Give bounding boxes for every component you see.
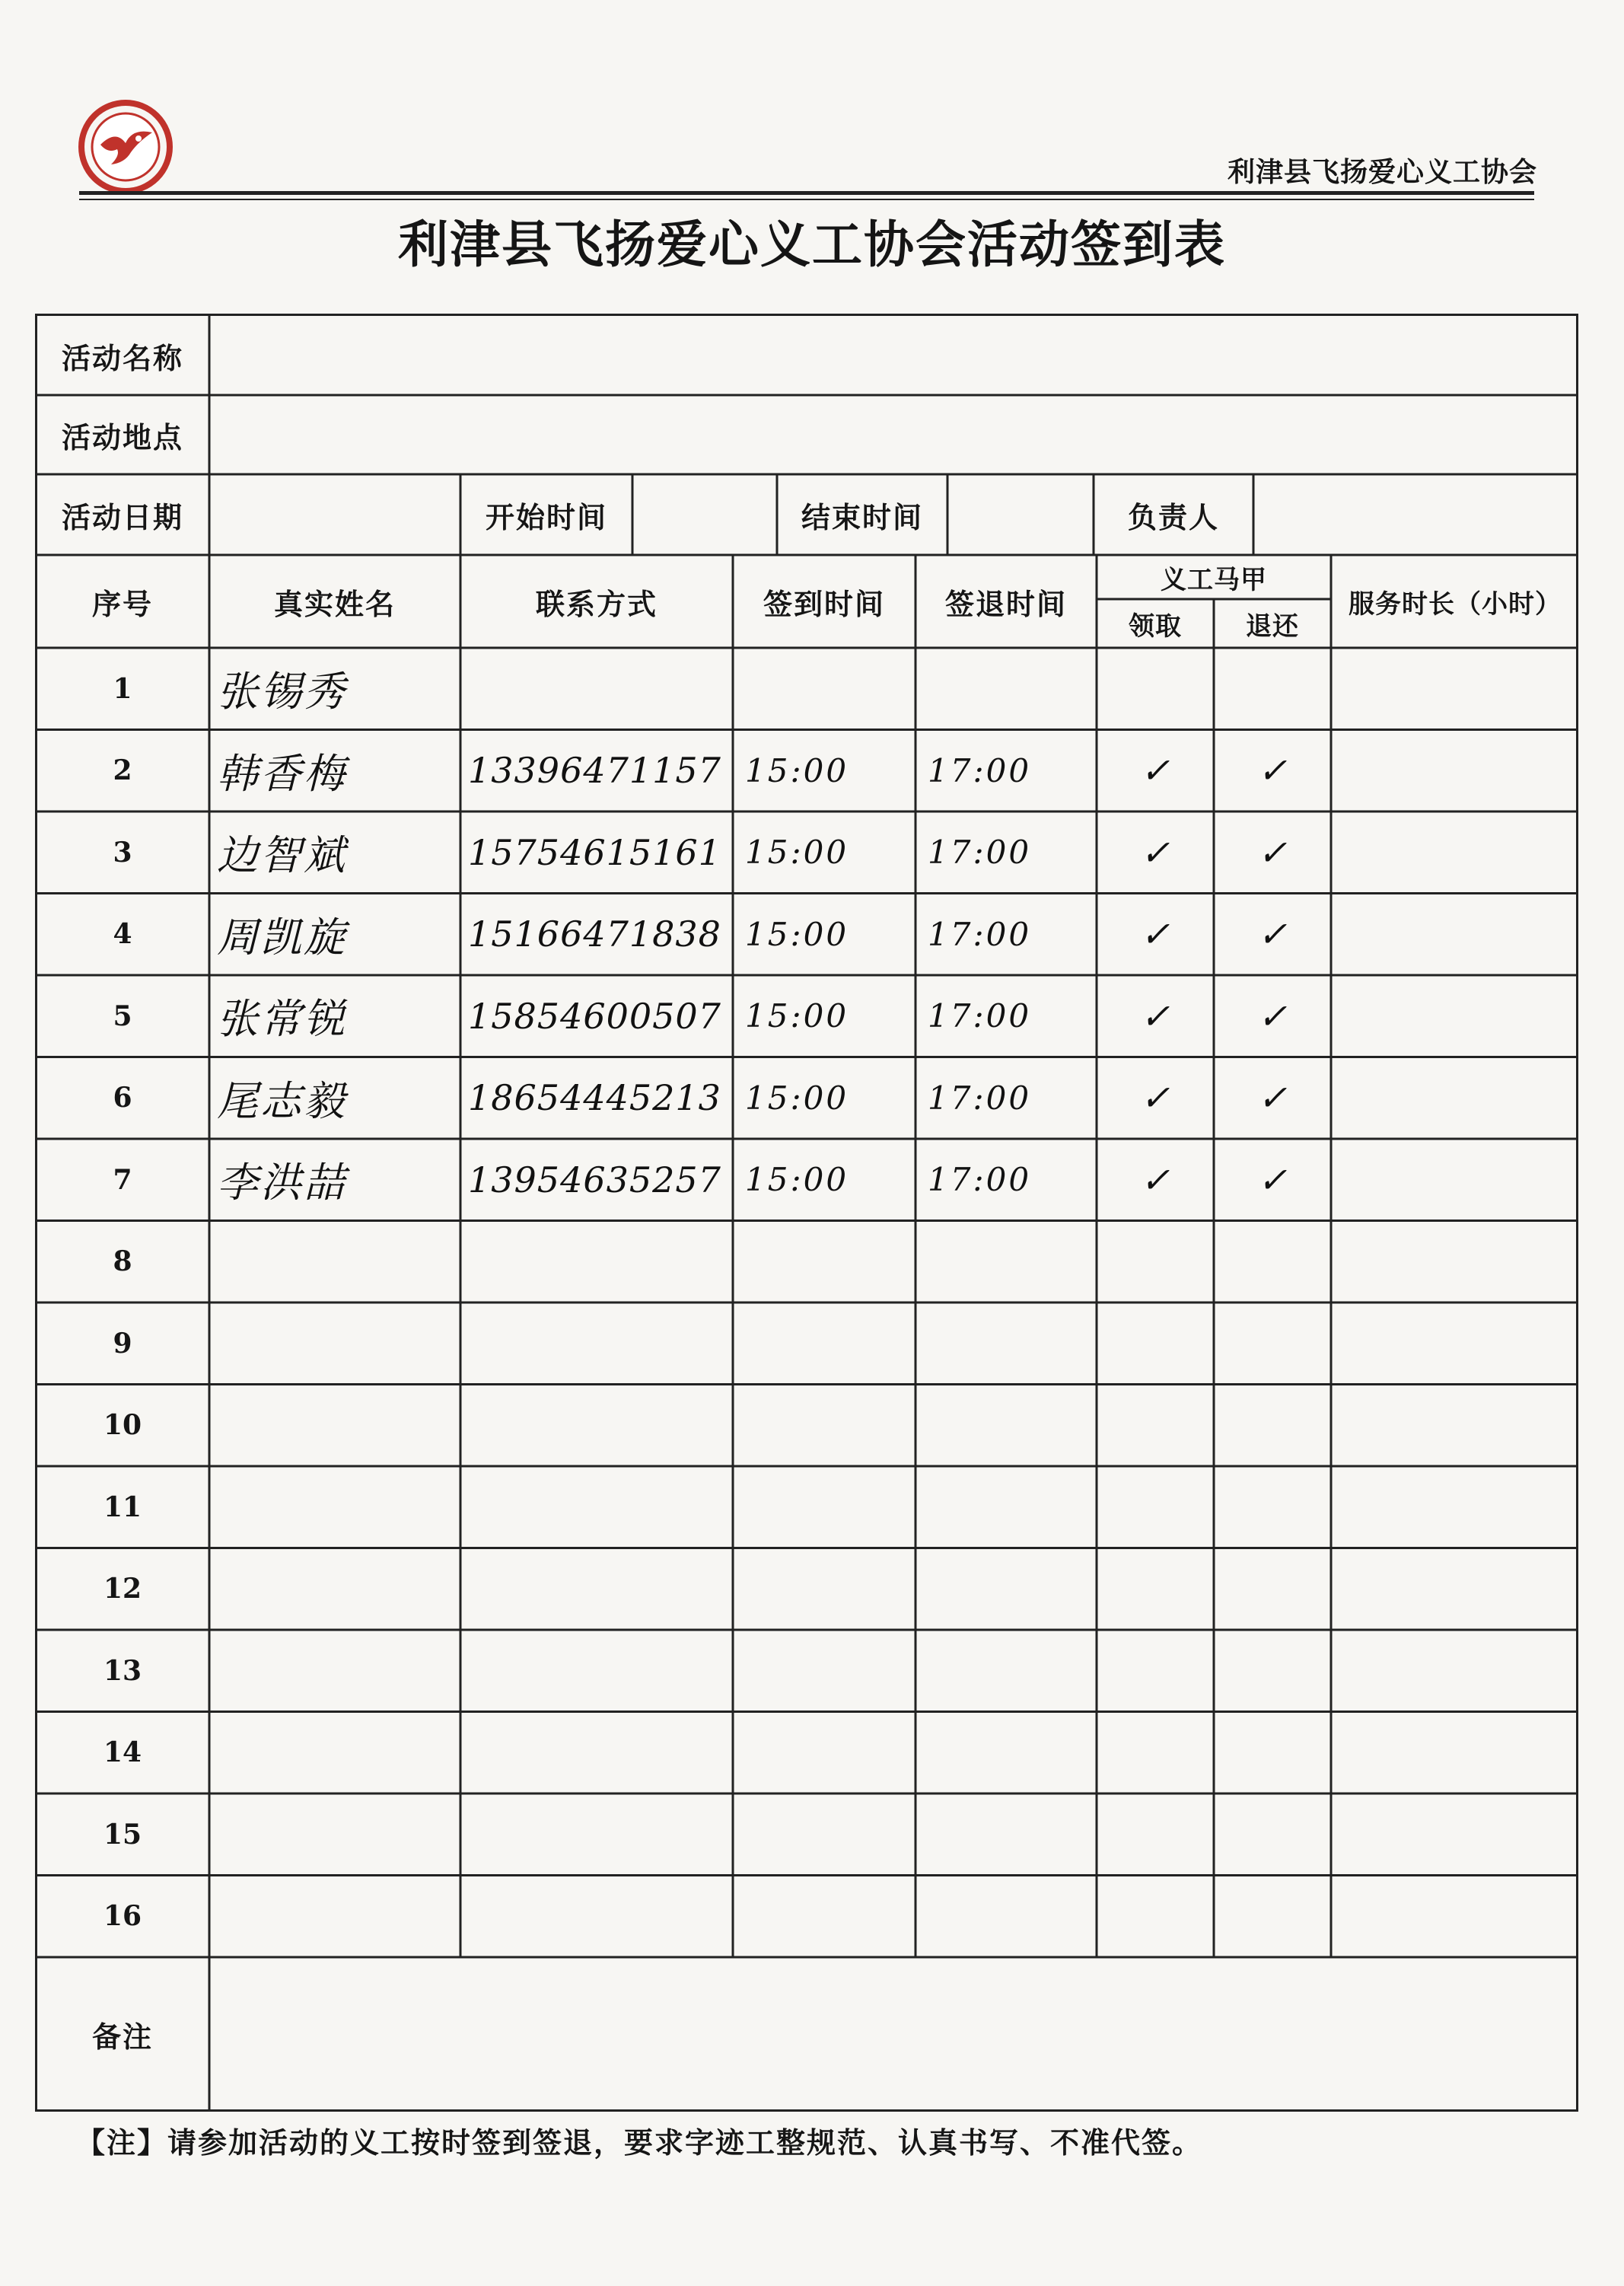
service-hours-field[interactable] [1331,811,1579,894]
volunteer-name[interactable] [217,1630,457,1712]
service-hours-field[interactable] [1331,1630,1579,1712]
vest-received-check[interactable] [1097,1221,1214,1303]
row-number: 14 [103,1736,142,1769]
vest-received-check[interactable]: ✓ [1140,750,1170,792]
sign-in-time[interactable] [745,1876,914,1958]
organization-header: 利津县飞扬爱心义工协会 [1227,157,1537,188]
sign-out-time[interactable]: 17:00 [928,915,1032,953]
sign-in-table [35,314,1578,2112]
service-hours-field[interactable] [1331,1221,1579,1303]
vest-returned-check[interactable] [1214,1712,1331,1794]
vest-returned-check[interactable]: ✓ [1257,1077,1288,1119]
service-hours-field[interactable] [1331,1548,1579,1631]
row-number: 15 [103,1818,142,1851]
row-number: 7 [113,1163,132,1196]
col-vest-return-header: 退还 [1246,611,1299,642]
association-logo [78,99,174,195]
sign-out-time[interactable]: 17:00 [928,1079,1032,1117]
vest-received-check[interactable]: ✓ [1140,995,1170,1037]
contact-phone[interactable]: 13396471157 [468,750,721,792]
contact-phone[interactable]: 15754615161 [468,831,721,873]
volunteer-name[interactable]: 尾志毅 [217,1076,347,1125]
header-rule-thick [79,191,1534,195]
vest-received-check[interactable] [1097,1712,1214,1794]
vest-received-check[interactable]: ✓ [1140,831,1170,873]
vest-returned-check[interactable] [1214,1221,1331,1303]
activity-location-field[interactable] [209,395,1579,474]
contact-phone[interactable]: 15166471838 [468,913,721,955]
sign-in-time[interactable] [745,1221,914,1303]
end-time-label: 结束时间 [801,500,923,534]
contact-phone[interactable] [468,1466,731,1548]
remarks-field[interactable] [209,1957,1579,2112]
sign-out-time[interactable]: 17:00 [928,834,1032,872]
contact-phone[interactable] [468,1876,731,1958]
sign-out-time[interactable] [928,1466,1095,1548]
start-time-label: 开始时间 [485,500,607,534]
row-number: 16 [103,1900,142,1933]
vest-returned-check[interactable]: ✓ [1257,995,1288,1037]
vest-received-check[interactable] [1097,1385,1214,1467]
vest-received-check[interactable] [1097,1876,1214,1958]
sign-in-time[interactable]: 15:00 [745,1161,849,1199]
service-hours-field[interactable] [1331,730,1579,812]
row-number: 9 [113,1327,132,1360]
service-hours-field[interactable] [1331,1466,1579,1548]
service-hours-field[interactable] [1331,1057,1579,1140]
sign-in-time[interactable]: 15:00 [745,751,849,789]
contact-phone[interactable]: 15854600507 [468,995,721,1037]
activity-date-field[interactable] [209,474,460,555]
volunteer-name[interactable] [217,1712,457,1794]
vest-received-check[interactable] [1097,1466,1214,1548]
volunteer-name[interactable]: 边智斌 [217,831,347,880]
row-number: 6 [113,1082,132,1114]
sign-out-time[interactable] [928,1876,1095,1958]
vest-returned-check[interactable] [1214,1630,1331,1712]
service-hours-field[interactable] [1331,975,1579,1057]
sign-out-time[interactable] [928,1221,1095,1303]
sign-out-time[interactable] [928,648,1095,730]
sign-out-time[interactable]: 17:00 [928,751,1032,789]
sign-in-time[interactable] [745,1793,914,1876]
end-time-field[interactable] [947,474,1094,555]
vest-returned-check[interactable]: ✓ [1257,750,1288,792]
contact-phone[interactable] [468,1793,731,1876]
row-number: 1 [113,672,132,705]
volunteer-name[interactable] [217,1793,457,1876]
sign-in-time[interactable] [745,1630,914,1712]
service-hours-field[interactable] [1331,1302,1579,1385]
volunteer-name[interactable] [217,1876,457,1958]
row-number: 12 [103,1573,142,1605]
sign-out-time[interactable] [928,1712,1095,1794]
vest-received-check[interactable] [1097,648,1214,730]
col-sign-out-header: 签退时间 [944,587,1067,621]
sign-in-time[interactable] [745,1466,914,1548]
row-number: 13 [103,1654,142,1687]
sign-out-time[interactable]: 17:00 [928,997,1032,1035]
vest-received-check[interactable]: ✓ [1140,913,1170,955]
contact-phone[interactable]: 18654445213 [468,1077,721,1119]
person-in-charge-label: 负责人 [1127,500,1219,534]
volunteer-name[interactable]: 张锡秀 [217,668,347,716]
activity-name-field[interactable] [209,316,1579,395]
vest-received-check[interactable] [1097,1302,1214,1385]
vest-returned-check[interactable]: ✓ [1257,831,1288,873]
vest-returned-check[interactable] [1214,1876,1331,1958]
volunteer-name[interactable] [217,1466,457,1548]
row-number: 3 [113,836,132,869]
row-number: 8 [113,1245,132,1278]
col-service-hours-header: 服务时长（小时） [1349,588,1562,620]
service-hours-field[interactable] [1331,1793,1579,1876]
vest-returned-check[interactable] [1214,1466,1331,1548]
service-hours-field[interactable] [1331,1712,1579,1794]
service-hours-field[interactable] [1331,1139,1579,1221]
footnote: 【注】请参加活动的义工按时签到签退，要求字迹工整规范、认真书写、不准代签。 [76,2126,1203,2160]
vest-received-check[interactable]: ✓ [1140,1159,1170,1200]
contact-phone[interactable] [468,1302,731,1385]
sign-in-time[interactable] [745,1385,914,1467]
service-hours-field[interactable] [1331,1385,1579,1467]
sign-in-time[interactable] [745,1548,914,1631]
page-title: 利津县飞扬爱心义工协会活动签到表 [398,215,1226,274]
row-number: 4 [113,918,132,951]
contact-phone[interactable] [468,1221,731,1303]
vest-returned-check[interactable] [1214,1548,1331,1631]
col-contact-header: 联系方式 [535,587,658,621]
contact-phone[interactable] [468,1385,731,1467]
row-number: 5 [113,1000,132,1032]
activity-date-label: 活动日期 [61,500,183,534]
volunteer-name[interactable]: 韩香梅 [217,749,347,798]
sign-in-time[interactable] [745,648,914,730]
col-vest-receive-header: 领取 [1129,611,1182,642]
service-hours-field[interactable] [1331,648,1579,730]
contact-phone[interactable]: 13954635257 [468,1159,721,1200]
col-name-header: 真实姓名 [273,587,396,621]
sign-in-time[interactable] [745,1302,914,1385]
vest-returned-check[interactable]: ✓ [1257,1159,1288,1200]
sign-out-time[interactable] [928,1302,1095,1385]
sign-out-time[interactable] [928,1385,1095,1467]
contact-phone[interactable] [468,1630,731,1712]
service-hours-field[interactable] [1331,894,1579,976]
vest-returned-check[interactable] [1214,1793,1331,1876]
sign-in-time[interactable]: 15:00 [745,1079,849,1117]
contact-phone[interactable] [468,1712,731,1794]
sign-out-time[interactable]: 17:00 [928,1161,1032,1199]
contact-phone[interactable] [468,1548,731,1631]
header-rule-thin [79,199,1534,200]
vest-returned-check[interactable]: ✓ [1257,913,1288,955]
sign-in-time[interactable]: 15:00 [745,997,849,1035]
sign-out-time[interactable] [928,1793,1095,1876]
col-seq-header: 序号 [91,587,153,621]
row-number: 11 [103,1491,142,1523]
volunteer-name[interactable]: 李洪喆 [217,1159,347,1207]
volunteer-name[interactable] [217,1302,457,1385]
vest-returned-check[interactable] [1214,1302,1331,1385]
row-number: 10 [103,1409,142,1442]
vest-received-check[interactable] [1097,1793,1214,1876]
volunteer-name[interactable] [217,1548,457,1631]
vest-returned-check[interactable] [1214,1385,1331,1467]
col-sign-in-header: 签到时间 [763,587,885,621]
volunteer-name[interactable]: 张常锐 [217,995,347,1044]
sign-in-time[interactable]: 15:00 [745,834,849,872]
activity-name-label: 活动名称 [61,341,183,375]
contact-phone[interactable] [468,648,731,730]
vest-returned-check[interactable] [1214,648,1331,730]
sign-out-time[interactable] [928,1548,1095,1631]
sign-in-time[interactable]: 15:00 [745,915,849,953]
sign-in-time[interactable] [745,1712,914,1794]
volunteer-name[interactable]: 周凯旋 [217,913,347,961]
vest-received-check[interactable]: ✓ [1140,1077,1170,1119]
volunteer-name[interactable] [217,1385,457,1467]
service-hours-field[interactable] [1331,1876,1579,1958]
vest-received-check[interactable] [1097,1630,1214,1712]
row-number: 2 [113,754,132,787]
volunteer-name[interactable] [217,1221,457,1303]
start-time-field[interactable] [632,474,777,555]
vest-received-check[interactable] [1097,1548,1214,1631]
activity-location-label: 活动地点 [61,420,183,454]
sign-out-time[interactable] [928,1630,1095,1712]
remarks-label: 备注 [91,2020,153,2054]
person-in-charge-field[interactable] [1253,474,1579,555]
col-vest-header: 义工马甲 [1161,564,1267,595]
